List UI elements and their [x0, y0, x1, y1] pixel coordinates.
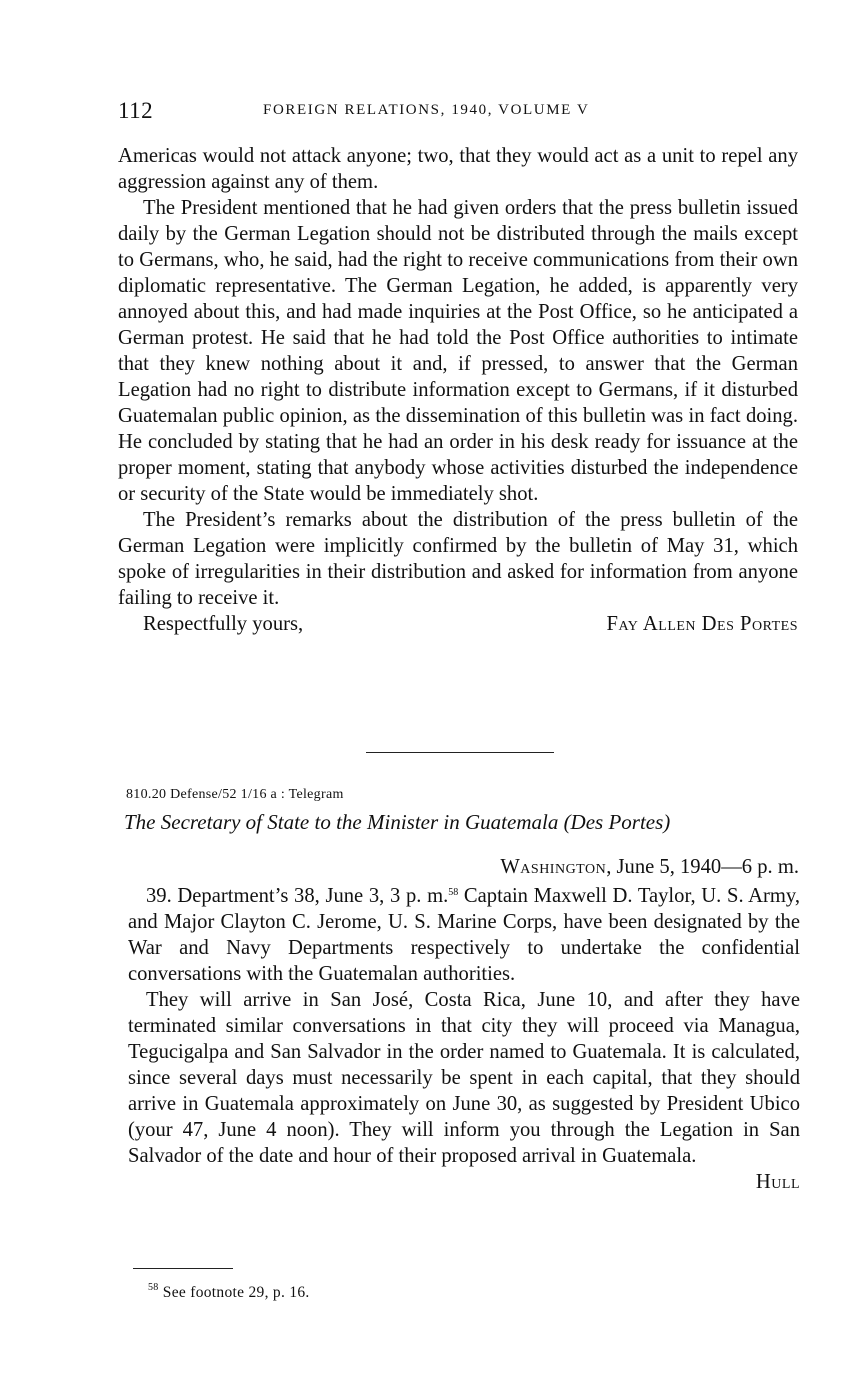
telegram-paragraph-2: They will arrive in San José, Costa Rica, June 10, and after they have terminated similar conversations in that city they will proceed via Managua, Tegucigalpa and San Salvador in the order named to Guatemala. It is calculated, since several days must necessarily be spent in each capital, that they should arrive in Guatemala approximately on June 30, as suggested by President Ubico (your 47, June 4 noon). They will inform you through the Legation in San Salvador of the date and hour of their proposed arrival in Guatemala.	[128, 989, 800, 1167]
footnote	[148, 1284, 310, 1302]
footnote-divider	[133, 1268, 233, 1269]
letter-body	[118, 143, 798, 637]
telegram-paragraph-1-end: Captain Maxwell D. Taylor, U. S. Army, and Major Clayton C. Jerome, U. S. Marine Corps, have been designated by the War and Navy Departments respectively to undertake the confidential conversations with the Guatemalan authorities.	[128, 885, 800, 985]
page-header	[118, 98, 798, 128]
telegram-body	[128, 883, 800, 1195]
footnote-marker: 58	[148, 1282, 159, 1293]
dateline-date: , June 5, 1940—6 p. m.	[606, 856, 799, 878]
letter-paragraph-3: The President’s remarks about the distribution of the press bulletin of the German Legation were implicitly confirmed by the bulletin of May 31, which spoke of irregularities in their distribution and asked for information from anyone failing to receive it.	[118, 509, 798, 609]
letter-paragraph-2: The President mentioned that he had given orders that the press bulletin issued daily by the German Legation should not be distributed through the mails except to Germans, who, he said, had the right to receive communications from their own diplomatic representative. The German Legation, he added, is apparently very annoyed about this, and had made inquiries at the Post Office, so he anticipated a German protest. He said that he had told the Post Office authorities to intimate that they knew nothing about it and, if pressed, to answer that the German Legation had no right to distribute information except to Germans, if it disturbed Guatemalan public opinion, as the dissemination of this bulletin was in fact doing. He concluded by stating that he had an order in his desk ready for issuance at the proper moment, stating that anybody whose activities disturbed the independence or security of the State would be immediately shot.	[118, 197, 798, 505]
footnote-text: See footnote 29, p. 16.	[158, 1284, 310, 1301]
signature: Fay Allen Des Portes	[606, 613, 798, 635]
running-title: FOREIGN RELATIONS, 1940, VOLUME V	[263, 102, 590, 118]
dateline	[500, 856, 799, 879]
dateline-place: Washington	[500, 856, 607, 878]
closing: Respectfully yours,	[143, 613, 304, 635]
footnote-ref-marker: 58	[448, 887, 459, 898]
file-reference: 810.20 Defense/52 1/16 a : Telegram	[126, 787, 344, 802]
letter-continuation: Americas would not attack anyone; two, that they would act as a unit to repel any aggression against any of them.	[118, 145, 798, 193]
telegram-paragraph-1	[128, 883, 800, 987]
document-title: The Secretary of State to the Minister in Guatemala (Des Portes)	[124, 810, 671, 834]
page-number: 112	[118, 98, 154, 123]
signature-line	[118, 611, 798, 637]
section-divider	[366, 752, 554, 753]
telegram-paragraph-1-start: 39. Department’s 38, June 3, 3 p. m.	[146, 885, 449, 907]
telegram-signoff: Hull	[755, 1171, 800, 1193]
